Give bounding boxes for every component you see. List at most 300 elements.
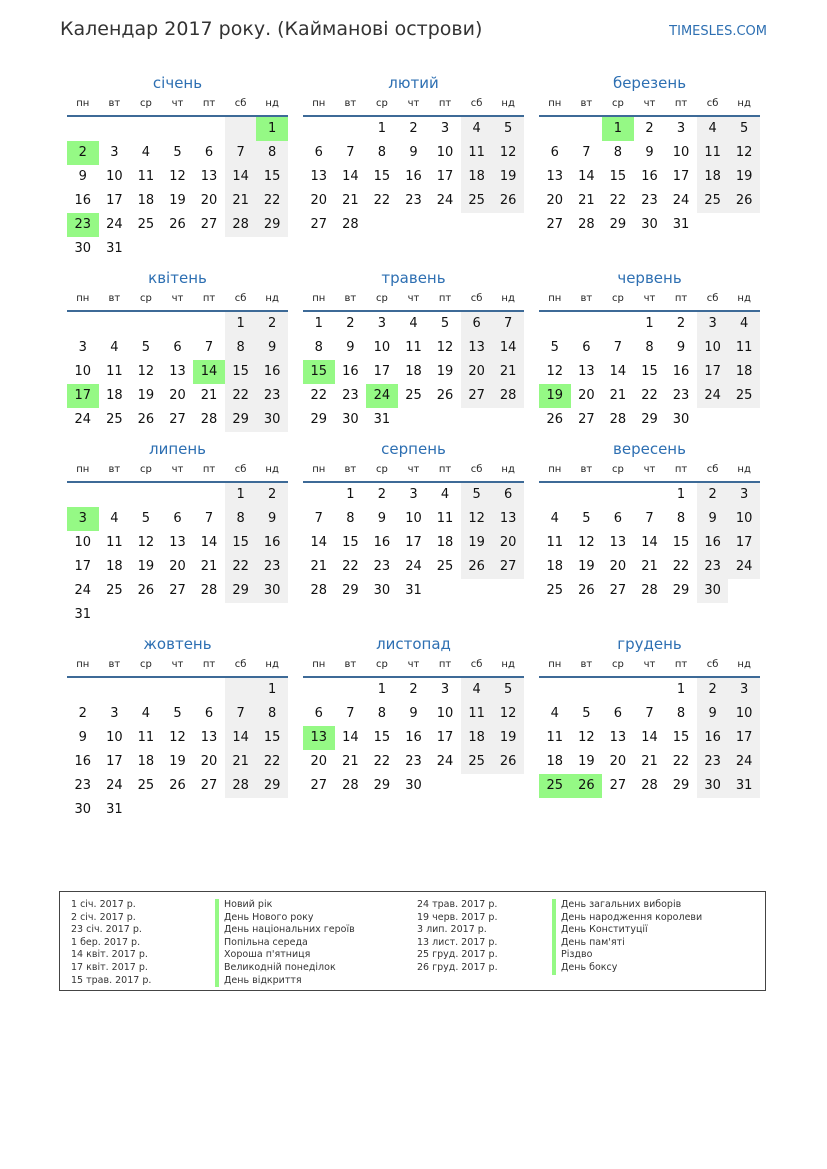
weekday-label: пт <box>674 659 688 670</box>
day-cell: 4 <box>110 340 119 355</box>
day-cell: 28 <box>342 778 359 793</box>
month-calendar <box>303 267 524 432</box>
weekday-label: вт <box>344 293 357 304</box>
weekday-label: вт <box>108 659 121 670</box>
days-grid <box>303 117 524 237</box>
weekday-label: ср <box>139 98 152 109</box>
weekday-label: сб <box>470 464 483 475</box>
day-cell: 12 <box>461 507 493 531</box>
weekday-label: вт <box>580 98 593 109</box>
day-cell: 17 <box>672 169 690 184</box>
day-cell: 4 <box>141 706 151 721</box>
weekday-label: ср <box>375 98 388 109</box>
weekday-header <box>539 655 760 678</box>
empty-cell <box>429 774 461 798</box>
weekday-label: чт <box>643 293 656 304</box>
weekday-label: пт <box>674 464 688 475</box>
day-cell: 24 <box>697 384 729 408</box>
day-cell: 20 <box>492 531 524 555</box>
empty-cell <box>99 603 131 627</box>
day-cell: 14 <box>641 730 658 745</box>
day-cell: 8 <box>676 706 686 721</box>
day-cell: 26 <box>492 189 524 213</box>
day-cell: 20 <box>310 754 328 769</box>
holiday-date: 14 квіт. 2017 р. <box>71 949 148 961</box>
holiday-date: 3 лип. 2017 р. <box>417 924 487 936</box>
month-calendar <box>539 72 760 261</box>
day-cell: 3 <box>440 682 450 697</box>
day-cell: 13 <box>303 726 335 750</box>
empty-cell <box>67 117 99 141</box>
day-cell: 2 <box>409 121 418 136</box>
weekday-label: пт <box>674 98 688 109</box>
day-cell: 13 <box>609 535 627 550</box>
empty-cell <box>225 117 257 141</box>
day-cell: 20 <box>200 193 218 208</box>
empty-cell <box>99 312 131 336</box>
day-cell: 9 <box>256 336 288 360</box>
day-cell: 20 <box>578 388 595 403</box>
day-cell: 14 <box>342 169 359 184</box>
empty-cell <box>256 237 288 261</box>
weekday-label: чт <box>407 293 420 304</box>
empty-cell <box>602 312 634 336</box>
holiday-date: 26 груд. 2017 р. <box>417 961 498 973</box>
empty-cell <box>303 117 335 141</box>
month-calendar <box>539 438 760 627</box>
day-cell: 1 <box>676 487 686 502</box>
day-cell: 31 <box>106 241 123 256</box>
day-cell: 5 <box>461 483 493 507</box>
day-cell: 22 <box>373 193 391 208</box>
day-cell: 27 <box>310 778 328 793</box>
day-cell: 11 <box>436 511 454 526</box>
day-cell: 12 <box>169 169 186 184</box>
day-cell: 30 <box>342 412 359 427</box>
empty-cell <box>67 312 99 336</box>
day-cell: 26 <box>169 217 186 232</box>
day-cell: 19 <box>169 193 186 208</box>
day-cell: 18 <box>461 726 493 750</box>
weekday-label: чт <box>407 659 420 670</box>
day-cell: 28 <box>342 217 359 232</box>
month-calendar <box>67 438 288 627</box>
day-cell: 13 <box>200 169 218 184</box>
holiday-date: 24 трав. 2017 р. <box>417 899 498 910</box>
day-cell: 25 <box>728 384 760 408</box>
day-cell: 16 <box>74 193 92 208</box>
empty-cell <box>461 408 493 432</box>
day-cell: 18 <box>405 364 422 379</box>
day-cell: 25 <box>106 583 123 598</box>
weekday-label: нд <box>265 293 279 304</box>
day-cell: 18 <box>546 754 564 769</box>
day-cell: 27 <box>200 778 218 793</box>
day-cell: 3 <box>676 121 686 136</box>
weekday-label: пн <box>312 464 326 475</box>
day-cell: 14 <box>225 165 257 189</box>
day-cell: 29 <box>225 579 257 603</box>
empty-cell <box>162 237 194 261</box>
weekday-label: пн <box>76 98 90 109</box>
day-cell: 6 <box>204 706 214 721</box>
day-cell: 18 <box>697 165 729 189</box>
days-grid <box>67 117 288 261</box>
day-cell: 10 <box>672 145 690 160</box>
empty-cell <box>130 798 162 822</box>
day-cell: 7 <box>346 706 355 721</box>
day-cell: 19 <box>169 754 186 769</box>
day-cell: 30 <box>641 217 658 232</box>
day-cell: 15 <box>225 531 257 555</box>
day-cell: 24 <box>405 559 422 574</box>
days-grid <box>303 483 524 603</box>
day-cell: 9 <box>697 702 729 726</box>
day-cell: 19 <box>461 531 493 555</box>
holiday-name: День народження королеви <box>552 912 702 925</box>
day-cell: 30 <box>405 778 422 793</box>
day-cell: 24 <box>74 412 92 427</box>
holiday-name: Новий рік <box>215 899 355 912</box>
day-cell: 4 <box>409 316 418 331</box>
day-cell: 18 <box>436 535 454 550</box>
empty-cell <box>728 408 760 432</box>
day-cell: 18 <box>546 559 564 574</box>
holiday-name: Попільна середа <box>215 937 355 950</box>
empty-cell <box>398 408 430 432</box>
day-cell: 16 <box>256 360 288 384</box>
day-cell: 6 <box>613 706 623 721</box>
weekday-label: вт <box>108 464 121 475</box>
weekday-label: пт <box>438 464 452 475</box>
holiday-date: 19 черв. 2017 р. <box>417 911 498 923</box>
day-cell: 27 <box>578 412 595 427</box>
weekday-label: ср <box>139 293 152 304</box>
weekday-label: вт <box>108 293 121 304</box>
month-name: серпень <box>381 440 446 458</box>
day-cell: 1 <box>225 312 257 336</box>
day-cell: 15 <box>303 360 335 384</box>
day-cell: 30 <box>697 579 729 603</box>
day-cell: 2 <box>256 483 288 507</box>
days-grid <box>539 483 760 603</box>
weekday-label: пт <box>202 293 216 304</box>
day-cell: 23 <box>256 384 288 408</box>
day-cell: 29 <box>672 778 690 793</box>
day-cell: 13 <box>546 169 564 184</box>
weekday-label: вт <box>108 98 121 109</box>
brand-link[interactable]: TIMESLES.COM <box>669 24 767 39</box>
day-cell: 8 <box>676 511 686 526</box>
day-cell: 27 <box>609 583 627 598</box>
day-cell: 9 <box>409 145 418 160</box>
day-cell: 6 <box>550 145 559 160</box>
holiday-name: День національних героїв <box>215 924 355 937</box>
day-cell: 2 <box>78 706 87 721</box>
holiday-date: 17 квіт. 2017 р. <box>71 961 148 973</box>
day-cell: 5 <box>492 117 524 141</box>
day-cell: 3 <box>728 678 760 702</box>
day-cell: 13 <box>169 535 186 550</box>
holiday-name: День Конституції <box>552 924 702 937</box>
holiday-date: 15 трав. 2017 р. <box>71 974 152 986</box>
empty-cell <box>634 678 666 702</box>
month-calendar <box>67 72 288 261</box>
holiday-name: Хороша п'ятниця <box>215 949 355 962</box>
day-cell: 16 <box>405 730 422 745</box>
day-cell: 26 <box>546 412 564 427</box>
day-cell: 17 <box>373 364 391 379</box>
day-cell: 31 <box>373 412 391 427</box>
day-cell: 23 <box>373 559 391 574</box>
day-cell: 27 <box>169 583 186 598</box>
day-cell: 21 <box>225 750 257 774</box>
day-cell: 12 <box>492 141 524 165</box>
day-cell: 22 <box>373 754 391 769</box>
legend-names-col-2 <box>552 899 702 975</box>
weekday-label: нд <box>501 464 515 475</box>
weekday-header <box>303 655 524 678</box>
day-cell: 9 <box>256 507 288 531</box>
day-cell: 11 <box>697 141 729 165</box>
day-cell: 6 <box>582 340 591 355</box>
day-cell: 15 <box>609 169 627 184</box>
day-cell: 28 <box>641 583 658 598</box>
empty-cell <box>67 483 99 507</box>
day-cell: 3 <box>78 340 87 355</box>
holiday-name: День боксу <box>552 962 702 975</box>
day-cell: 21 <box>342 754 359 769</box>
day-cell: 26 <box>461 555 493 579</box>
day-cell: 7 <box>225 141 257 165</box>
days-grid <box>67 483 288 627</box>
legend-names-col-1 <box>215 899 355 987</box>
weekday-header <box>539 460 760 483</box>
month-name: червень <box>617 269 682 287</box>
empty-cell <box>303 483 335 507</box>
day-cell: 3 <box>110 706 119 721</box>
day-cell: 20 <box>609 754 627 769</box>
day-cell: 16 <box>256 531 288 555</box>
day-cell: 24 <box>106 778 123 793</box>
day-cell: 7 <box>613 340 623 355</box>
day-cell: 20 <box>200 754 218 769</box>
day-cell: 31 <box>728 774 760 798</box>
weekday-label: ср <box>375 293 388 304</box>
day-cell: 18 <box>137 754 155 769</box>
page-title: Календар 2017 року. (Кайманові острови) <box>60 18 483 40</box>
day-cell: 29 <box>373 778 391 793</box>
weekday-label: чт <box>407 98 420 109</box>
day-cell: 5 <box>141 511 151 526</box>
day-cell: 11 <box>461 141 493 165</box>
empty-cell <box>193 678 225 702</box>
empty-cell <box>130 237 162 261</box>
day-cell: 1 <box>256 678 288 702</box>
empty-cell <box>193 483 225 507</box>
day-cell: 1 <box>256 117 288 141</box>
empty-cell <box>539 117 571 141</box>
day-cell: 17 <box>728 726 760 750</box>
day-cell: 7 <box>492 312 524 336</box>
weekday-label: нд <box>737 659 751 670</box>
day-cell: 20 <box>461 360 493 384</box>
days-grid <box>303 312 524 432</box>
day-cell: 9 <box>346 340 355 355</box>
empty-cell <box>193 117 225 141</box>
day-cell: 7 <box>204 511 214 526</box>
weekday-label: чт <box>407 464 420 475</box>
day-cell: 7 <box>204 340 214 355</box>
weekday-label: пн <box>76 659 90 670</box>
day-cell: 29 <box>256 774 288 798</box>
empty-cell <box>130 678 162 702</box>
empty-cell <box>193 312 225 336</box>
day-cell: 10 <box>74 364 92 379</box>
holiday-date: 25 груд. 2017 р. <box>417 949 498 961</box>
day-cell: 4 <box>141 145 151 160</box>
day-cell: 10 <box>74 535 92 550</box>
day-cell: 13 <box>310 169 328 184</box>
day-cell: 17 <box>74 559 92 574</box>
day-cell: 16 <box>697 531 729 555</box>
day-cell: 11 <box>728 336 760 360</box>
weekday-header <box>67 460 288 483</box>
day-cell: 26 <box>436 388 454 403</box>
day-cell: 29 <box>310 412 328 427</box>
day-cell: 2 <box>346 316 355 331</box>
day-cell: 14 <box>578 169 595 184</box>
day-cell: 15 <box>342 535 359 550</box>
day-cell: 17 <box>728 531 760 555</box>
day-cell: 28 <box>492 384 524 408</box>
empty-cell <box>99 678 131 702</box>
day-cell: 2 <box>645 121 654 136</box>
empty-cell <box>193 798 225 822</box>
weekday-label: пт <box>202 464 216 475</box>
empty-cell <box>539 678 571 702</box>
holiday-legend <box>59 891 766 991</box>
day-cell: 10 <box>106 730 123 745</box>
empty-cell <box>225 678 257 702</box>
day-cell: 21 <box>609 388 627 403</box>
day-cell: 24 <box>436 193 454 208</box>
day-cell: 10 <box>697 336 729 360</box>
day-cell: 7 <box>645 706 654 721</box>
day-cell: 23 <box>74 778 92 793</box>
weekday-label: нд <box>265 464 279 475</box>
weekday-label: пт <box>674 293 688 304</box>
day-cell: 22 <box>342 559 359 574</box>
day-cell: 8 <box>225 507 257 531</box>
day-cell: 11 <box>106 535 123 550</box>
weekday-label: ср <box>139 659 152 670</box>
weekday-label: чт <box>643 98 656 109</box>
empty-cell <box>429 213 461 237</box>
empty-cell <box>429 579 461 603</box>
day-cell: 17 <box>436 730 454 745</box>
day-cell: 16 <box>74 754 92 769</box>
holiday-name: День відкриття <box>215 975 355 988</box>
weekday-label: пн <box>312 293 326 304</box>
day-cell: 10 <box>728 507 760 531</box>
weekday-header <box>67 655 288 678</box>
weekday-label: пн <box>312 659 326 670</box>
day-cell: 4 <box>110 511 119 526</box>
day-cell: 1 <box>225 483 257 507</box>
day-cell: 28 <box>200 412 218 427</box>
day-cell: 21 <box>578 193 595 208</box>
day-cell: 14 <box>609 364 627 379</box>
empty-cell <box>99 483 131 507</box>
day-cell: 7 <box>314 511 323 526</box>
day-cell: 25 <box>461 750 493 774</box>
day-cell: 1 <box>346 487 355 502</box>
weekday-label: нд <box>737 98 751 109</box>
day-cell: 11 <box>546 535 564 550</box>
weekday-label: пн <box>312 98 326 109</box>
day-cell: 6 <box>314 706 323 721</box>
day-cell: 1 <box>314 316 323 331</box>
day-cell: 28 <box>641 778 658 793</box>
day-cell: 12 <box>436 340 454 355</box>
months-grid <box>67 72 760 828</box>
day-cell: 11 <box>137 169 155 184</box>
day-cell: 19 <box>436 364 454 379</box>
day-cell: 8 <box>645 340 654 355</box>
weekday-label: сб <box>706 464 719 475</box>
holiday-name: День загальних виборів <box>552 899 702 912</box>
day-cell: 25 <box>539 774 571 798</box>
day-cell: 18 <box>106 388 123 403</box>
weekday-label: пт <box>438 98 452 109</box>
weekday-label: сб <box>706 98 719 109</box>
day-cell: 31 <box>74 607 92 622</box>
weekday-label: нд <box>501 98 515 109</box>
day-cell: 17 <box>697 360 729 384</box>
day-cell: 19 <box>728 165 760 189</box>
day-cell: 16 <box>405 169 422 184</box>
day-cell: 13 <box>578 364 595 379</box>
day-cell: 7 <box>225 702 257 726</box>
empty-cell <box>398 213 430 237</box>
day-cell: 14 <box>342 730 359 745</box>
day-cell: 1 <box>645 316 654 331</box>
empty-cell <box>162 117 194 141</box>
day-cell: 30 <box>256 408 288 432</box>
weekday-label: ср <box>611 98 624 109</box>
day-cell: 24 <box>106 217 123 232</box>
day-cell: 15 <box>373 730 391 745</box>
day-cell: 21 <box>641 754 658 769</box>
weekday-label: сб <box>470 293 483 304</box>
day-cell: 26 <box>728 189 760 213</box>
day-cell: 20 <box>169 559 186 574</box>
weekday-label: пн <box>548 293 562 304</box>
day-cell: 29 <box>225 408 257 432</box>
day-cell: 1 <box>377 682 387 697</box>
weekday-label: пт <box>438 659 452 670</box>
day-cell: 10 <box>436 145 454 160</box>
day-cell: 28 <box>578 217 595 232</box>
day-cell: 16 <box>697 726 729 750</box>
empty-cell <box>492 213 524 237</box>
empty-cell <box>728 213 760 237</box>
day-cell: 13 <box>609 730 627 745</box>
month-name: травень <box>381 269 446 287</box>
day-cell: 2 <box>67 141 99 165</box>
holiday-name: День пам'яті <box>552 937 702 950</box>
